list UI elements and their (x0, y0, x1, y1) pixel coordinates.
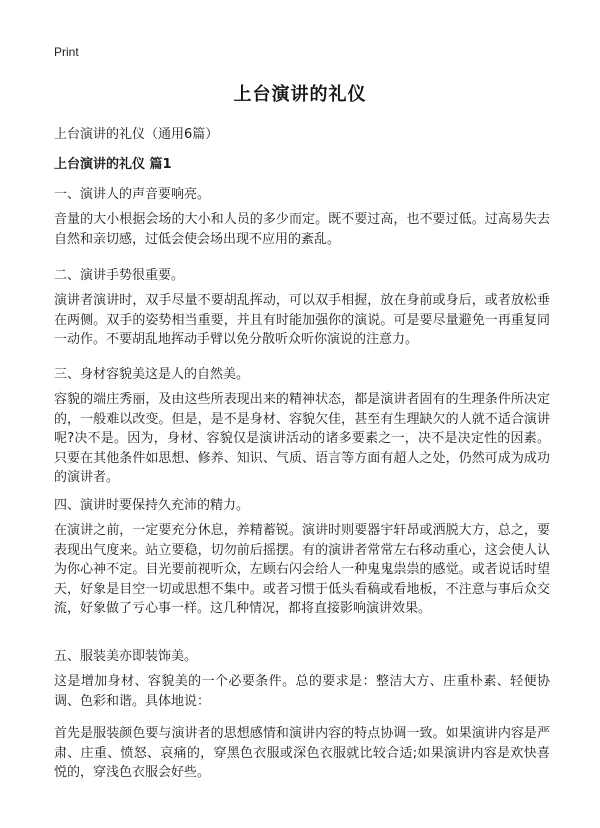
print-link[interactable]: Print (54, 45, 79, 59)
page-title: 上台演讲的礼仪 (233, 84, 367, 105)
point-5-text: 这是增加身材、容貌美的一个必要条件。总的要求是：整洁大方、庄重朴素、轻便协调、色彩和谐。具体地说： (54, 674, 550, 709)
point-3-heading: 三、身材容貌美这是人的自然美。 (54, 367, 250, 382)
document-subtitle: 上台演讲的礼仪（通用6篇） (54, 127, 219, 142)
closing-paragraph: 首先是服装颜色要与演讲者的思想感情和演讲内容的特点协调一致。如果演讲内容是严肃、庄重、愤怒、哀痛的，穿黑色衣服或深色衣服就比较合适;如果演讲内容是欢快喜悦的，穿浅色衣服会好些。 (54, 726, 550, 780)
point-4-heading: 四、演讲时要保持久充沛的精力。 (54, 498, 250, 513)
point-1-heading: 一、演讲人的声音要响亮。 (54, 187, 211, 202)
point-1-text: 音量的大小根据会场的大小和人员的多少而定。既不要过高，也不要过低。过高易失去自然和亲切感，过低会使会场出现不应用的紊乱。 (54, 212, 550, 247)
point-5-heading: 五、服装美亦即装饰美。 (54, 649, 198, 664)
point-2-text: 演讲者演讲时，双手尽量不要胡乱挥动，可以双手相握，放在身前或身后，或者放松垂在两侧。双手的姿势相当重要，并且有时能加强你的演说。可是要尽量避免一再重复同一动作。不要胡乱地挥动手臂以免分散听众听你演说的注意力。 (54, 293, 550, 347)
point-3-text: 容貌的端庄秀丽，及由这些所表现出来的精神状态，都是演讲者固有的生理条件所决定的，一般难以改变。但是，是不是身材、容貌欠佳，甚至有生理缺欠的人就不适合演讲呢?决不是。因为，身材、容貌仅是演讲活动的诸多要素之一，决不是决定性的因素。只要在其他条件如思想、修养、知识、气质、语言等方面有超人之处，仍然可成为成功的演讲者。 (54, 392, 550, 485)
section-heading: 上台演讲的礼仪 篇1 (54, 157, 172, 172)
point-4-text: 在演讲之前，一定要充分休息，养精蓄锐。演讲时则要器宇轩昂或洒脱大方，总之，要表现出气度来。站立要稳，切勿前后摇摆。有的演讲者常常左右移动重心，这会使人认为你心神不定。目光要前视听众，左顾右闪会给人一种鬼鬼祟祟的感觉。或者说话时望天，好象是目空一切或思想不集中。或者习惯于低头看稿或看地板，不注意与事后众交流，好象做了亏心事一样。这几种情况，都将直接影响演讲效果。 (54, 523, 550, 616)
point-2-heading: 二、演讲手势很重要。 (54, 268, 185, 283)
